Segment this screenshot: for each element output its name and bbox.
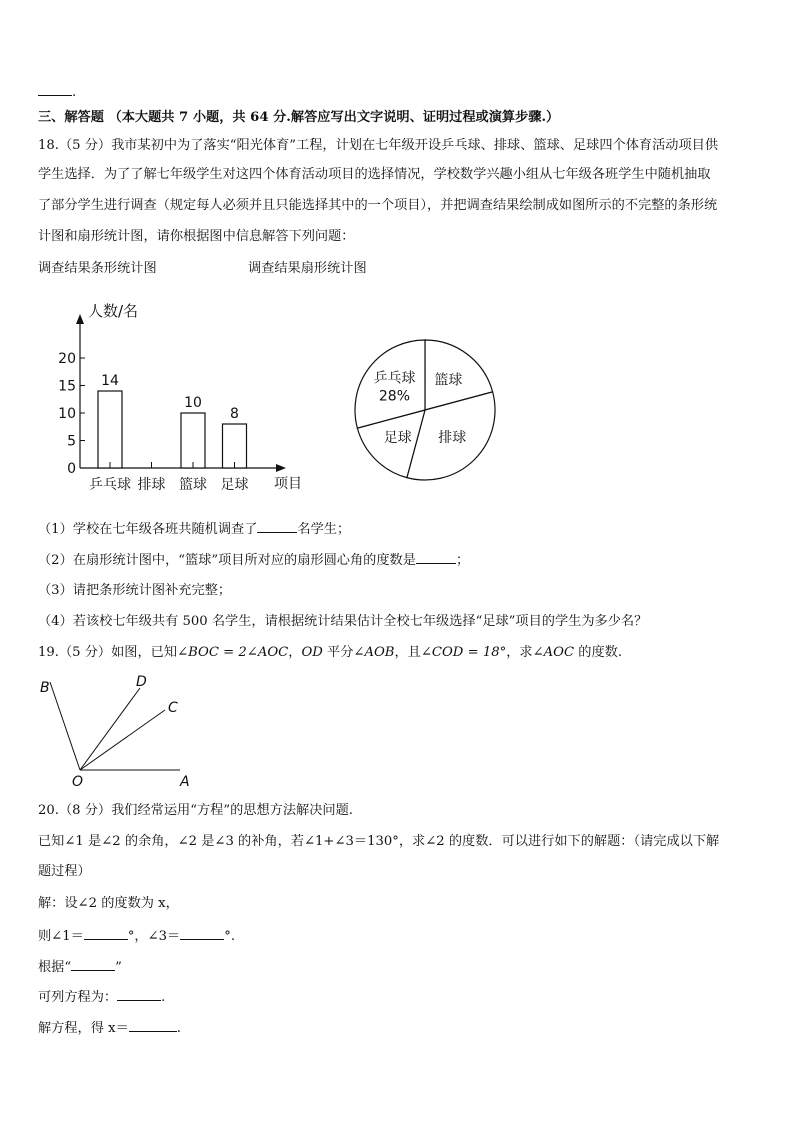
bar-value-label: 10 <box>184 395 202 411</box>
y-tick-label: 0 <box>67 461 76 477</box>
angle-diagram <box>30 670 210 795</box>
pie-slice-label: 足球 <box>383 430 412 447</box>
answer-blank[interactable] <box>416 551 456 564</box>
answer-blank[interactable] <box>117 988 161 1001</box>
bar <box>223 424 247 468</box>
q20-line-8: 解方程，得 x＝ . <box>38 1021 181 1036</box>
math-expr: ∠BOC = 2∠AOC <box>177 645 289 660</box>
q18-line-4: 计图和扇形统计图，请你根据图中信息解答下列问题： <box>38 229 355 244</box>
pie-chart-caption: 调查结果扇形统计图 <box>248 261 367 276</box>
math-expr: ∠AOC <box>532 645 575 660</box>
bar <box>181 413 205 468</box>
q20-line-2: 已知∠1 是∠2 的余角，∠2 是∠3 的补角，若∠1+∠3＝130°，求∠2 的度数．可以进行如下的解题：（请完成以下解 <box>38 834 720 849</box>
q20-line-4: 解：设∠2 的度数为 x， <box>38 896 179 911</box>
y-axis-arrow <box>76 314 84 324</box>
q20-line-5: 则∠1＝ °，∠3＝ °. <box>38 929 236 944</box>
pie-chart <box>340 330 520 490</box>
section-header: 三、解答题 （本大题共 7 小题，共 64 分.解答应写出文字说明、证明过程或演算步骤.） <box>38 110 560 125</box>
q18-sub2: （2）在扇形统计图中，“篮球”项目所对应的扇形圆心角的度数是 ； <box>38 553 470 568</box>
label-B: B <box>40 680 50 696</box>
math-expr: ∠COD = 18° <box>420 645 507 660</box>
math-expr: ∠AOB <box>353 645 395 660</box>
answer-blank[interactable] <box>84 927 128 940</box>
category-label: 篮球 <box>179 477 207 493</box>
q18-line-3: 了部分学生进行调查（规定每人必须并且只能选择其中的一个项目），并把调查结果绘制成如图所示的不完整的条形统 <box>38 198 718 213</box>
y-tick-label: 20 <box>58 351 76 367</box>
y-tick-label: 5 <box>67 433 76 450</box>
bar-chart-caption: 调查结果条形统计图 <box>38 261 157 276</box>
bar-value-label: 14 <box>101 373 119 389</box>
q18-line-2: 学生选择．为了了解七年级学生对这四个体育活动项目的选择情况，学校数学兴趣小组从七年级各班学生中随机抽取 <box>38 167 711 182</box>
q20-line-3: 题过程） <box>38 864 91 879</box>
q19-statement: 19.（5 分）如图，已知∠BOC = 2∠AOC，OD 平分∠AOB，且∠COD = 18°，求∠AOC 的度数. <box>38 645 623 660</box>
answer-blank[interactable] <box>257 520 297 533</box>
q20-line-6: 根据“ ” <box>38 960 122 975</box>
pie-slice-label: 排球 <box>438 430 467 447</box>
label-D: D <box>136 674 147 690</box>
pie-slice-label: 乒乓球 28% <box>373 370 416 405</box>
q18-sub3: （3）请把条形统计图补充完整； <box>38 583 232 598</box>
pie-slice-label: 篮球 <box>434 372 463 389</box>
y-tick-label: 15 <box>58 378 76 395</box>
ray-OD <box>80 688 140 770</box>
bar-value-label: 8 <box>230 406 239 422</box>
answer-blank[interactable] <box>71 958 115 971</box>
bar-chart <box>60 296 320 496</box>
q18-sub1: （1）学校在七年级各班共随机调查了 名学生； <box>38 522 351 537</box>
x-axis-title: 项目 <box>274 476 302 492</box>
lead-in: . <box>38 83 76 102</box>
y-tick-label: 10 <box>58 406 76 422</box>
answer-blank[interactable] <box>129 1019 177 1032</box>
label-C: C <box>168 700 178 716</box>
math-expr: OD <box>301 645 323 660</box>
bar <box>98 391 122 468</box>
ray-OC <box>80 710 165 770</box>
ray-OB <box>50 682 80 770</box>
q20-line-7: 可列方程为： . <box>38 990 166 1005</box>
category-label: 足球 <box>220 477 249 493</box>
x-axis-arrow <box>276 464 286 472</box>
q20-line-1: 20.（8 分）我们经常运用“方程”的思想方法解决问题. <box>38 803 353 818</box>
answer-blank[interactable] <box>180 927 224 940</box>
category-label: 乒乓球 <box>89 477 131 493</box>
category-label: 排球 <box>137 477 166 493</box>
label-O: O <box>72 774 84 790</box>
answer-blank <box>38 83 72 96</box>
q18-sub4: （4）若该校七年级共有 500 名学生，请根据统计结果估计全校七年级选择“足球”项目的学生为多少名？ <box>38 614 648 629</box>
label-A: A <box>180 774 190 790</box>
q18-line-1: 18.（5 分）我市某初中为了落实“阳光体育”工程，计划在七年级开设乒乓球、排球、篮球、足球四个体育活动项目供 <box>38 138 719 153</box>
y-axis-title: 人数/名 <box>88 302 139 320</box>
